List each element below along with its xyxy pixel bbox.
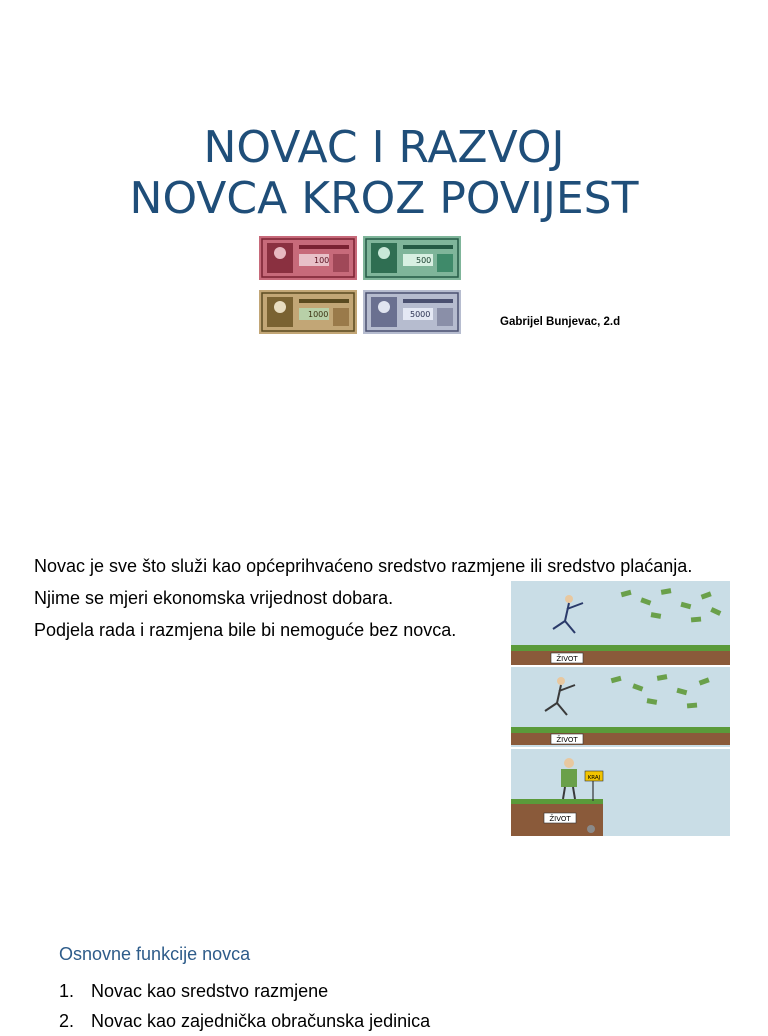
- panel-label: ŽIVOT: [556, 655, 578, 663]
- banknote-images: [259, 236, 463, 334]
- banknote-denomination: 100: [314, 256, 330, 265]
- paragraph-1: Novac je sve što služi kao općeprihvaćeno sredstvo razmjene ili sredstvo plaćanja.: [34, 556, 693, 576]
- title-line-1: NOVAC I RAZVOJ: [203, 122, 565, 173]
- panel-label: ŽIVOT: [556, 736, 578, 744]
- functions-heading: Osnovne funkcije novca: [59, 944, 251, 964]
- banknote-denomination: 1000: [308, 310, 329, 319]
- functions-list: [59, 976, 430, 1036]
- banknote-icon: [363, 290, 461, 334]
- paragraph-2: Njime se mjeri ekonomska vrijednost dobara.: [34, 588, 394, 608]
- end-sign-label: KRAJ: [587, 775, 601, 781]
- banknote-icon: [363, 236, 461, 280]
- definition-slide: [0, 540, 768, 850]
- banknote-icon: [259, 290, 357, 334]
- functions-slide: [0, 930, 768, 1031]
- title-line-2: NOVCA KROZ POVIJEST: [129, 173, 639, 224]
- banknote-icon: [259, 236, 357, 280]
- banknote-denomination: 500: [416, 256, 432, 265]
- paragraph-3: Podjela rada i razmjena bile bi nemoguće bez novca.: [34, 620, 457, 640]
- author-name: Gabrijel Bunjevac, 2.d: [500, 316, 621, 328]
- banknote-denomination: 5000: [410, 310, 431, 319]
- falling-rock-icon: [587, 825, 595, 833]
- panel-label: ŽIVOT: [549, 815, 571, 823]
- slide-title: [0, 122, 768, 224]
- list-item: 2. Novac kao zajednička obračunska jedinica: [59, 1011, 431, 1031]
- life-money-cartoon: [511, 581, 730, 836]
- list-item: 1. Novac kao sredstvo razmjene: [59, 981, 329, 1001]
